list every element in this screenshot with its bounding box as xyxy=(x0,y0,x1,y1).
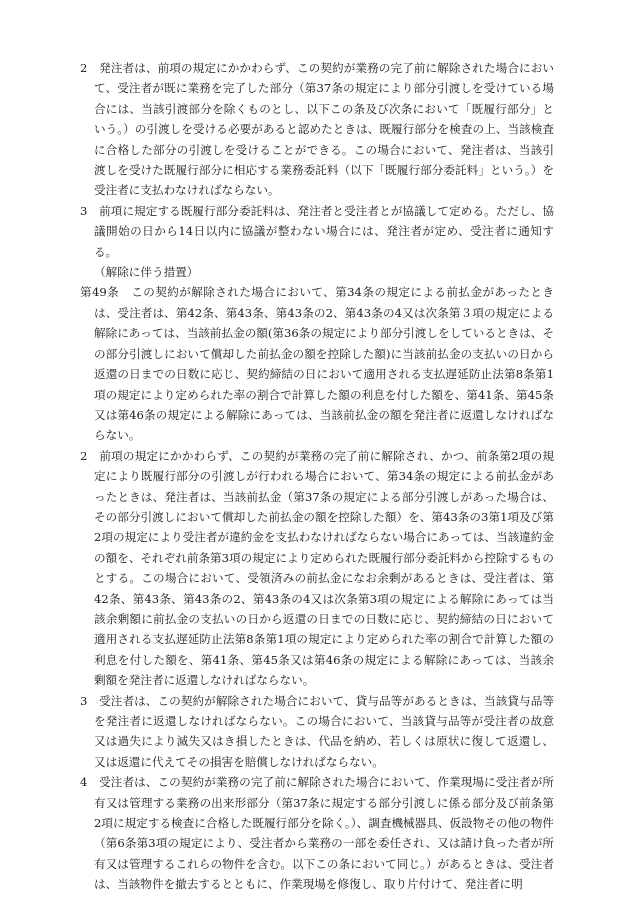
section-heading: （解除に伴う措置） xyxy=(94,265,199,280)
article-49-paragraph-4: 4 受注者は、この契約が業務の完了前に解除された場合において、作業現場に受注者が所有又は管理する業務の出来形部分（第37条に規定する部分引渡しに係る部分及び前条第2項に規定する検査に合格した既履行部分を除く。）、調査機械器具、仮設物その他の物件（第6条第3項の規定により、受注者から業務の一部を委任され、又は請け負った者が所有又は管理するこれらの物件を含む。以下この条において同じ。）があるときは、受注者は、当該物件を撤去するとともに、作業現場を修復し、取り片付けて、発注者に明 xyxy=(80,775,554,892)
article-49-paragraph-3: 3 受注者は、この契約が解除された場合において、貸与品等があるときは、当該貸与品等を発注者に返還しなければならない。この場合において、当該貸与品等が受注者の故意又は過失により滅失又はき損したときは、代品を納め、若しくは原状に復して返還し、又は返還に代えてその損害を賠償しなければならない。 xyxy=(80,693,554,769)
article-49-paragraph-2: 2 前項の規定にかかわらず、この契約が業務の完了前に解除され、かつ、前条第2項の規定により既履行部分の引渡しが行われる場合において、第34条の規定による前払金があったときは、発注者は、当該前払金（第37条の規定による部分引渡しがあった場合は、その部分引渡しにおいて償却した前払金の額を控除した額）を、第43条の3第1項及び第2項の規定により受注者が違約金を支払わなければならない場合にあっては、当該違約金の額を、それぞれ前条第3項の規定により定められた既履行部分委託料から控除するものとする。この場合において、受領済みの前払金になお余剰があるときは、受注者は、第42条、第43条、第43条の2、第43条の4又は次条第3項の規定による解除にあっては当該余剰額に前払金の支払いの日から返還の日までの日数に応じ、契約締結の日において適用される支払遅延防止法第8条第1項の規定により定められた率の割合で計算した額の利息を付した額を、第41条、第45条又は第46条の規定による解除にあっては、当該余剰額を発注者に返還しなければならない。 xyxy=(80,448,554,688)
paragraph-3: 3 前項に規定する既履行部分委託料は、発注者と受注者とが協議して定める。ただし、協議開始の日から14日以内に協議が整わない場合には、発注者が定め、受注者に通知する。 xyxy=(80,203,554,259)
paragraph-2: 2 発注者は、前項の規定にかかわらず、この契約が業務の完了前に解除された場合において、受注者が既に業務を完了した部分（第37条の規定により部分引渡しを受けている場合には、当該引渡部分を除くものとし、以下この条及び次条において「既履行部分」という。）の引渡しを受ける必要があると認めたときは、既履行部分を検査の上、当該検査に合格した部分の引渡しを受けることができる。この場合において、発注者は、当該引渡しを受けた既履行部分に相応する業務委託料（以下「既履行部分委託料」という。）を受注者に支払わなければならない。 xyxy=(80,61,554,198)
article-49: 第49条 この契約が解除された場合において、第34条の規定による前払金があったときは、受注者は、第42条、第43条、第43条の2、第43条の4又は次条第３項の規定による解除にあっては、当該前払金の額(第36条の規定により部分引渡しをしているときは、その部分引渡しにおいて償却した前払金の額を控除した額)に当該前払金の支払いの日から返還の日までの日数に応じ、契約締結の日において適用される支払遅延防止法第8条第1項の規定により定められた率の割合で計算した額の利息を付した額を、第41条、第45条又は第46条の規定による解除にあっては、当該前払金の額を発注者に返還しなければならない。 xyxy=(80,285,554,443)
